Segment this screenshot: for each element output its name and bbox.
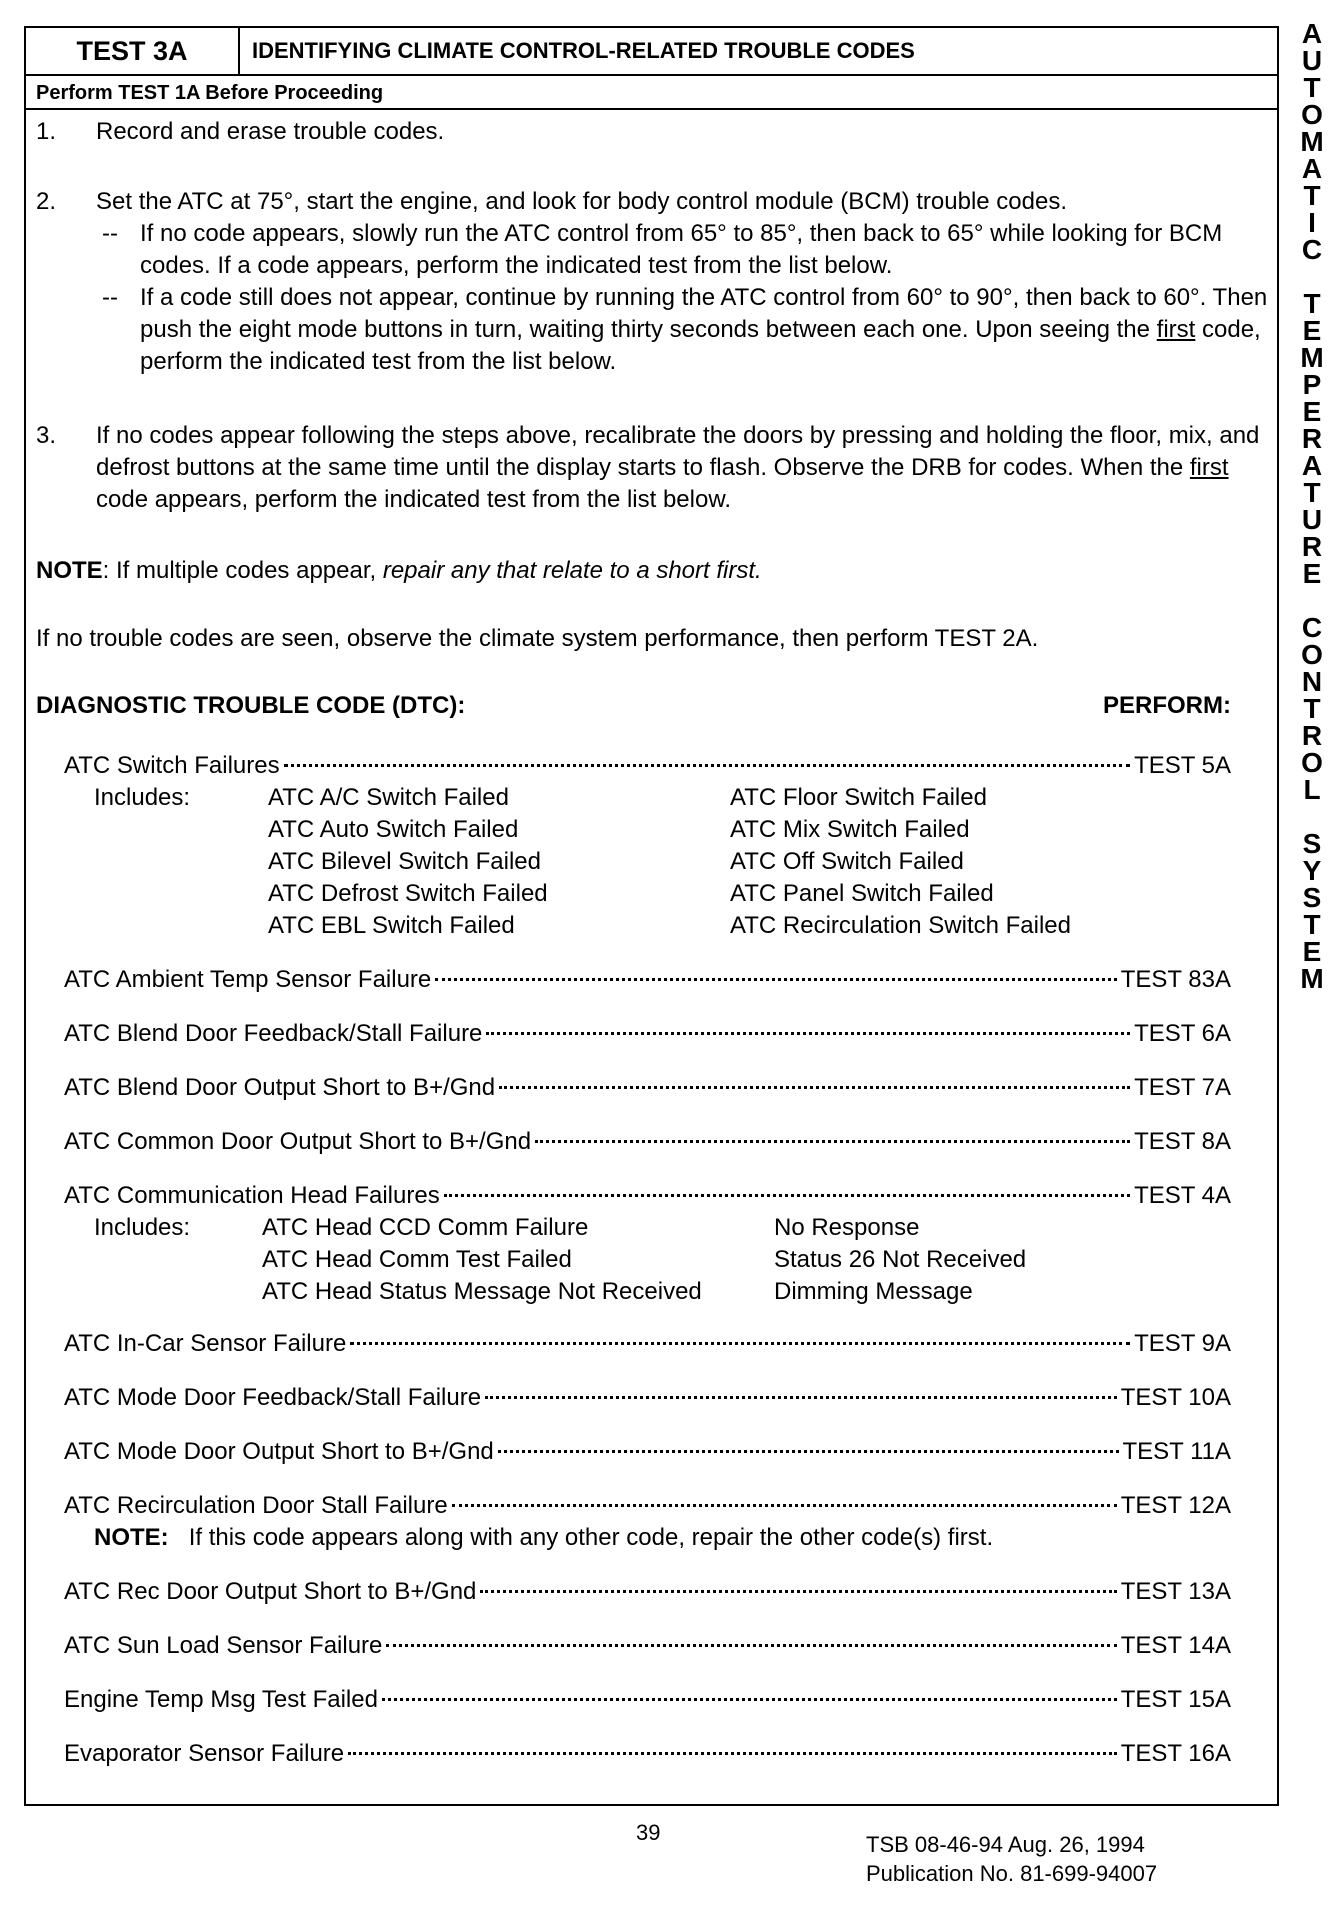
dtc-row: ATC Communication Head Failures TEST 4A [64,1182,1231,1209]
side-title-letter: T [1303,72,1321,103]
side-title-letter: S [1302,828,1322,859]
side-title-letter: E [1302,396,1322,427]
footer-tsb: TSB 08-46-94 Aug. 26, 1994 Publication No. 81-699-94007 [866,1832,1158,1886]
side-title-letter: U [1301,504,1323,535]
side-title-letter: T [1303,909,1321,940]
side-title-letter: M [1300,963,1324,994]
side-title-letter: O [1301,747,1323,778]
side-title-letter: T [1303,477,1321,508]
note: NOTE: If multiple codes appear, repair any that relate to a short first. [36,557,762,584]
side-title-letter: A [1301,18,1323,49]
side-title-letter: N [1301,666,1323,697]
side-title-letter: E [1302,936,1322,967]
step-text: Record and erase trouble codes. [96,118,445,145]
header-row [26,28,1277,76]
dtc-row: ATC Ambient Temp Sensor Failure TEST 83A [64,966,1231,993]
dtc-row: ATC In-Car Sensor Failure TEST 9A [64,1330,1231,1357]
dtc-header: DIAGNOSTIC TROUBLE CODE (DTC): PERFORM: [36,692,1231,719]
side-title-letter: P [1302,369,1322,400]
side-title-letter: M [1300,126,1324,157]
step-number: 3. [36,422,57,449]
step-number: 1. [36,118,57,145]
side-title-letter [1290,803,1334,830]
side-title-letter: Y [1302,855,1322,886]
test-id: TEST 3A [26,28,240,74]
side-title-letter: R [1301,531,1323,562]
dtc-row: ATC Switch Failures TEST 5A [64,752,1231,779]
step-text: Set the ATC at 75°, start the engine, and look for body control module (BCM) trouble codes. [96,188,1068,215]
dtc-row: ATC Mode Door Feedback/Stall Failure TEST 10A [64,1384,1231,1411]
dtc-row: ATC Common Door Output Short to B+/Gnd TEST 8A [64,1128,1231,1155]
dtc-row: ATC Sun Load Sensor Failure TEST 14A [64,1632,1231,1659]
side-title-letter [1290,263,1334,290]
side-title-letter [1290,587,1334,614]
sub-step: -- If a code still does not appear, continue by running the ATC control from 60° to 90°, then back to 60°. Then push the eight mode buttons in turn, waiting thirty seconds between each one. Upon seeing the first code, perform the indicated test from the list below. [102,284,1268,375]
side-title-letter: C [1301,234,1323,265]
side-title-letter: I [1308,207,1316,238]
side-title-letter: L [1303,774,1321,805]
recirc-note: NOTE: If this code appears along with any other code, repair the other code(s) first. [94,1524,994,1551]
side-title-letter: T [1303,288,1321,319]
dtc-row: ATC Blend Door Output Short to B+/Gnd TEST 7A [64,1074,1231,1101]
dtc-row: ATC Recirculation Door Stall Failure TEST 12A [64,1492,1231,1519]
dtc-row: ATC Blend Door Feedback/Stall Failure TEST 6A [64,1020,1231,1047]
side-title-letter: T [1303,693,1321,724]
side-title-letter: E [1302,315,1322,346]
side-title-letter: A [1301,450,1323,481]
page-frame: TEST 3A IDENTIFYING CLIMATE CONTROL-RELATED TROUBLE CODES Perform TEST 1A Before Proceeding 1. Record and erase trouble codes. 2. Set the ATC at 75°, start the engine, and look for body control module (BCM) trouble codes. -- If no code appears, slowly run the ATC control from 65° to 85°, then back to 65° while looking for BCM codes. If a code appears, perform the indicated test from the list below. -- If a code still does not appear, continue by running the ATC control from 60° to 90°, then back to 60°. Then push the eight mode buttons in turn, waiting thirty seconds between each one. Upon seeing the first code, perform the indicated test from the list below. 3. If no codes appear following the steps above, recalibrate the doors by pressing and holding the floor, mix, and defrost buttons at the same time until the display starts to flash. Observe the DRB for codes. When the first code appears, perform the indicated test from the list below. NOTE: If multiple codes appear, repair any that relate to a short first. If no trouble codes are seen, observe the climate system performance, then perform TEST 2A. DIAGNOSTIC TROUBLE CODE (DTC): PERFORM: ATC Switch Failures TEST 5A Includes: ATC A/C Switch Failed ATC Auto Switch Failed ATC Bilevel Switch Failed ATC Defrost Switch Failed ATC EBL Switch Failed ATC Floor Switch Failed ATC Mix Switch Failed ATC Off Switch Failed ATC Panel Switch Failed ATC Recirculation Switch Failed ATC Ambient Temp Sensor Failure TEST 83A ATC Blend Door Feedback/Stall Failure TEST 6A ATC Blend Door Output Short to B+/Gnd TEST 7A ATC Common Door Output Short to B+/Gnd TEST 8A ATC Communication Head Failures TEST 4A Includes: ATC Head CCD Comm Failure ATC Head Comm Test Failed ATC Head Status Message Not Received No Response Status 26 Not Received Dimming Message ATC In-Car Sensor Failure TEST 9A ATC Mode Door Feedback/Stall Failure TEST 10A ATC Mode Door Output Short to B+/Gnd TEST 11A ATC Recirculation Door Stall Failure TEST 12A NOTE: If this code appears along with any other code, repair the other code(s) first. ATC Rec Door Output Short to B+/Gnd TEST 13A ATC Sun Load Sensor Failure TEST 14A Engine Temp Msg Test Failed TEST 15A Evaporator Sensor Failure TEST 16A [24,26,1279,1806]
dtc-row: Engine Temp Msg Test Failed TEST 15A [64,1686,1231,1713]
side-title-letter: R [1301,720,1323,751]
side-title [1290,20,1334,992]
side-title-letter: S [1302,882,1322,913]
test-title: IDENTIFYING CLIMATE CONTROL-RELATED TROUBLE CODES [252,38,915,63]
dtc-row: ATC Rec Door Output Short to B+/Gnd TEST 13A [64,1578,1231,1605]
page-number: 39 [636,1820,661,1845]
side-title-letter: U [1301,45,1323,76]
side-title-letter: A [1301,153,1323,184]
prerequisite: Perform TEST 1A Before Proceeding [26,76,1277,110]
side-title-letter: M [1300,342,1324,373]
side-title-letter: O [1301,639,1323,670]
dtc-row: ATC Mode Door Output Short to B+/Gnd TEST 11A [64,1438,1231,1465]
step-text: If no codes appear following the steps above, recalibrate the doors by pressing and holding the floor, mix, and defrost buttons at the same time until the display starts to flash. Observe the DRB for codes. When the first code appears, perform the indicated test from the list below. [96,422,1260,513]
side-title-letter: T [1303,180,1321,211]
side-title-letter: C [1301,612,1323,643]
step-number: 2. [36,188,57,215]
sub-step: -- If no code appears, slowly run the ATC control from 65° to 85°, then back to 65° while looking for BCM codes. If a code appears, perform the indicated test from the list below. [102,220,1223,279]
side-title-letter: O [1301,99,1323,130]
no-codes-text: If no trouble codes are seen, observe the climate system performance, then perform TEST 2A. [36,625,1039,652]
side-title-letter: E [1302,558,1322,589]
side-title-letter: R [1301,423,1323,454]
dtc-row: Evaporator Sensor Failure TEST 16A [64,1740,1231,1767]
